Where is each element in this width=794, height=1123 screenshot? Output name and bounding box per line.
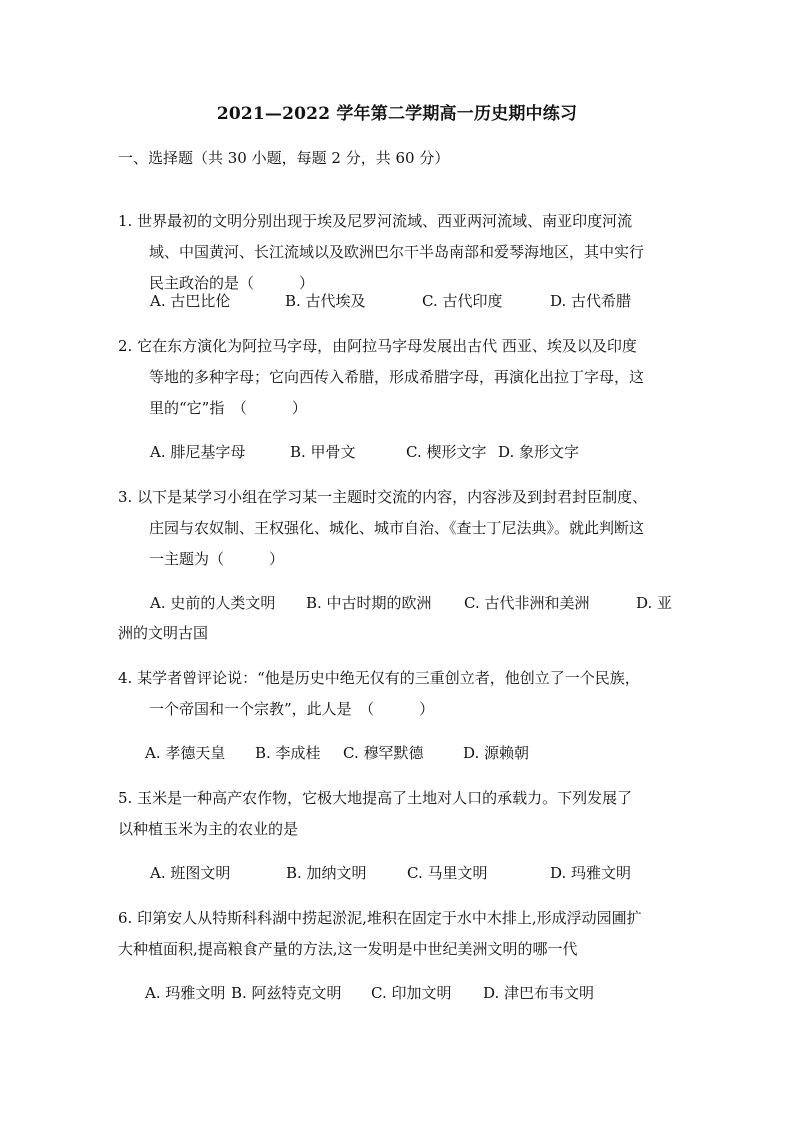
option-c[interactable]: C. 印加文明 xyxy=(371,984,452,1002)
question-6 xyxy=(118,903,676,965)
question-line: 域、中国黄河、长江流域以及欧洲巴尔干半岛南部和爱琴海地区，其中实行 xyxy=(149,243,645,261)
question-line: 以种植玉米为主的农业的是 xyxy=(118,820,299,838)
option-d[interactable]: D. 玛雅文明 xyxy=(550,864,632,882)
option-c[interactable]: C. 马里文明 xyxy=(407,864,488,882)
option-b[interactable]: B. 阿兹特克文明 xyxy=(231,984,342,1002)
question-line: 等地的多种字母；它向西传入希腊，形成希腊字母，再演化出拉丁字母，这 xyxy=(149,368,645,386)
option-a[interactable]: A. 班图文明 xyxy=(150,864,231,882)
option-c[interactable]: C. 古代印度 xyxy=(422,292,503,310)
question-line: 民主政治的是（ ） xyxy=(149,274,315,292)
question-line: 2. 它在东方演化为阿拉马字母，由阿拉马字母发展出古代 西亚、埃及以及印度 xyxy=(118,337,637,355)
page-title: 2021—2022 学年第二学期高一历史期中练习 xyxy=(216,104,578,124)
question-line: 1. 世界最初的文明分别出现于埃及尼罗河流域、西亚两河流域、南亚印度河流 xyxy=(118,212,633,230)
question-4 xyxy=(118,663,676,725)
question-line: 6. 印第安人从特斯科科湖中捞起淤泥,堆积在固定于水中木排上,形成浮动园圃扩 xyxy=(118,909,642,927)
question-line: 庄园与农奴制、王权强化、城化、城市自治、《查士丁尼法典》。就此判断这 xyxy=(149,519,645,537)
question-line: 3. 以下是某学习小组在学习某一主题时交流的内容，内容涉及到封君封臣制度、 xyxy=(118,488,648,506)
option-d-continuation: 洲的文明古国 xyxy=(118,624,209,642)
option-a[interactable]: A. 史前的人类文明 xyxy=(150,594,276,612)
option-d[interactable]: D. 古代希腊 xyxy=(550,292,632,310)
question-line: 一个帝国和一个宗教”，此人是 （ ） xyxy=(149,700,435,718)
option-c[interactable]: C. 古代非洲和美洲 xyxy=(464,594,590,612)
question-6-options xyxy=(145,981,665,1005)
question-1 xyxy=(118,206,676,299)
question-2-options xyxy=(150,440,670,464)
option-b[interactable]: B. 李成桂 xyxy=(255,744,321,762)
question-line: 4. 某学者曾评论说：“他是历史中绝无仅有的三重创立者，他创立了一个民族， xyxy=(118,669,640,687)
question-1-options xyxy=(150,289,670,313)
option-d[interactable]: D. 津巴布韦文明 xyxy=(483,984,595,1002)
option-b[interactable]: B. 中古时期的欧洲 xyxy=(306,594,432,612)
question-2 xyxy=(118,331,676,424)
question-line: 里的“它”指 （ ） xyxy=(149,399,307,417)
option-b[interactable]: B. 甲骨文 xyxy=(290,443,356,461)
question-line: 大种植面积,提高粮食产量的方法,这一发明是中世纪美洲文明的哪一代 xyxy=(118,940,578,958)
option-d[interactable]: D. 亚 xyxy=(636,594,673,612)
option-c[interactable]: C. 楔形文字 xyxy=(406,443,487,461)
option-b[interactable]: B. 加纳文明 xyxy=(286,864,367,882)
option-a[interactable]: A. 古巴比伦 xyxy=(150,292,231,310)
option-a[interactable]: A. 玛雅文明 xyxy=(145,984,226,1002)
question-3 xyxy=(118,482,676,575)
question-line: 5. 玉米是一种高产农作物，它极大地提高了土地对人口的承载力。下列发展了 xyxy=(118,789,633,807)
option-a[interactable]: A. 腓尼基字母 xyxy=(150,443,246,461)
option-d[interactable]: D. 源赖朝 xyxy=(463,744,530,762)
option-c[interactable]: C. 穆罕默德 xyxy=(343,744,424,762)
question-5-options xyxy=(150,861,670,885)
option-d[interactable]: D. 象形文字 xyxy=(498,443,580,461)
question-line: 一主题为（ ） xyxy=(149,550,285,568)
question-3-options xyxy=(150,591,680,615)
option-a[interactable]: A. 孝德天皇 xyxy=(145,744,226,762)
section-heading: 一、选择题（共 30 小题，每题 2 分，共 60 分） xyxy=(118,149,450,167)
question-5 xyxy=(118,783,676,845)
question-4-options xyxy=(145,741,665,765)
option-b[interactable]: B. 古代埃及 xyxy=(285,292,366,310)
